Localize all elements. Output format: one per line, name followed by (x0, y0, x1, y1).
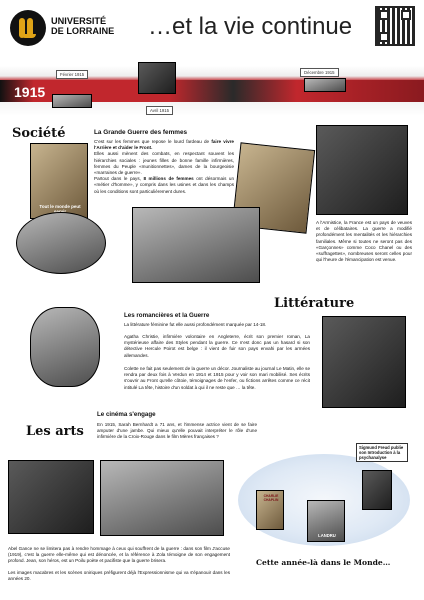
societe-text (94, 139, 234, 195)
portrait-freud (362, 470, 392, 510)
section-heading-litterature: Littérature (274, 296, 355, 311)
poster-caption: Tout le monde peut (39, 204, 81, 209)
timeline-year: 1915 (14, 84, 46, 100)
university-line2: DE LORRAINE (51, 25, 115, 36)
page-title: …et la vie continue (148, 13, 353, 40)
litterature-subheading: Les romancières et la Guerre (124, 312, 210, 319)
litterature-p1: Agatha Christie, infirmière volontaire en Angleterre, écrit son premier roman, La mystérieuse affaire des Styles pendant la guerre. Ce n'est donc pas un hasard si son détective Hercule Poirot est belge : il vient de fuir son pays envahi par les armées allemandes. (124, 334, 310, 358)
societe-p1b: faire vivre l'Arrière et d'aider le Front. (94, 139, 234, 151)
societe-p2: Elles aussi mènent des combats, en respectant souvent les hiérarchies sociales : jeunes filles de bonne famille infirmières, femmes du Peuple «munitionnettes», dames de la bourgeoisie «marraines de guerre». (94, 151, 234, 175)
timeline-photo-plane-left (52, 94, 92, 108)
timeline-label-april: Avril 1915 (146, 106, 173, 115)
poster-landru (307, 500, 345, 542)
cinema-text: En 1915, Sarah Bernhardt a 71 ans, et l'immense actrice vient de se faire amputer d'une jambe. Qui mieux qu'elle pouvait interpréter le rôle d'une infirmière de la Croix-Rouge dans le film Mères françaises ? (97, 422, 257, 440)
litterature-intro: La littérature féminine fut elle aussi profondément marquée par 14-18. (124, 322, 267, 327)
freud-label: Sigmund Freud publie son Introduction à la psychanalyse (356, 443, 408, 462)
photo-sarah-bernhardt (100, 460, 224, 536)
photo-jaccuse-soldiers (8, 460, 94, 534)
societe-subheading: La Grande Guerre des femmes (94, 129, 188, 136)
university-line1: UNIVERSITÉ (51, 16, 107, 26)
photo-munition-factory (132, 207, 260, 283)
section-heading-arts: Les arts (26, 424, 84, 439)
qr-code-icon[interactable] (375, 6, 415, 46)
litterature-p2: Colette ne fait pas seulement de la guerre un décor. Journaliste au journal Le Matin, elle se rendra par deux fois à Verdun en 1914 et 1915 pour y voir son mari mobilisé. Ses écrits s'ouvrir au Front qu'elle côtoie, témoignages de l'enfer, ou fictions arrêtes comme ce récit intitulé La tête, histoire d'un soldat à qui il ne reste que … la tête. (124, 366, 310, 390)
timeline-label-february: Février 1915 (56, 70, 88, 79)
societe-p3c: ont désormais un «métier d'homme», y compris dans les usines et dans les champs où les conditions sont particulièrement dures. (94, 176, 235, 194)
gance-text: Abel Gance ne se limitera pas à rendre hommage à ceux qui souffrent de la guerre : dans son film J'accuse (1919), c'est la guerre elle-même qui est dénoncée, et la référence à Zola témoigne de son engagement profond. Jean, son héros, est un Poilu poète et pacifiste que la guerre brisera. (8, 546, 230, 564)
expression-text: Les images macabres et les scènes oniriques préfigurent déjà l'Expressionnisme qui va s'épanouir dans les années 20. (8, 570, 230, 582)
timeline-photo-ruins (138, 62, 176, 94)
poster-chaplin (256, 490, 284, 530)
section-heading-societe: Société (12, 126, 66, 141)
university-logo (10, 10, 46, 46)
poster-landru-title: LANDRU (318, 533, 336, 538)
poster-chaplin-title: CHARLIE CHAPLIN (263, 494, 279, 502)
university-name (51, 17, 114, 36)
societe-armistice-text: A l'Armistice, la France est un pays de veuves et de célibataires. La guerre a modifié profondément les mentalités et les hiérarchies familiales. Même si toutes ne seront pas des «Garçonnes» comme Coco Chanel ou des «suffragettes», nombreuses seront celles pour qui l'heure de l'émancipation est venue. (316, 220, 412, 263)
world-caption: Cette année-là dans le Monde… (256, 558, 391, 567)
societe-p1a: C'est sur les femmes que repose le lourd fardeau de (94, 139, 212, 144)
portrait-colette (322, 316, 406, 408)
photo-oxen-farming (16, 212, 106, 274)
timeline-label-december: Décembre 1915 (300, 68, 339, 77)
cinema-heading: Le cinéma s'engage (97, 411, 156, 418)
societe-p3a: Partout dans le pays, (94, 176, 144, 182)
propaganda-poster (30, 143, 88, 219)
timeline-photo-plane-right (304, 78, 346, 92)
photo-women-cafe (316, 125, 408, 215)
portrait-agatha-christie (30, 307, 100, 387)
societe-p3b: 8 millions de femmes (143, 176, 194, 182)
